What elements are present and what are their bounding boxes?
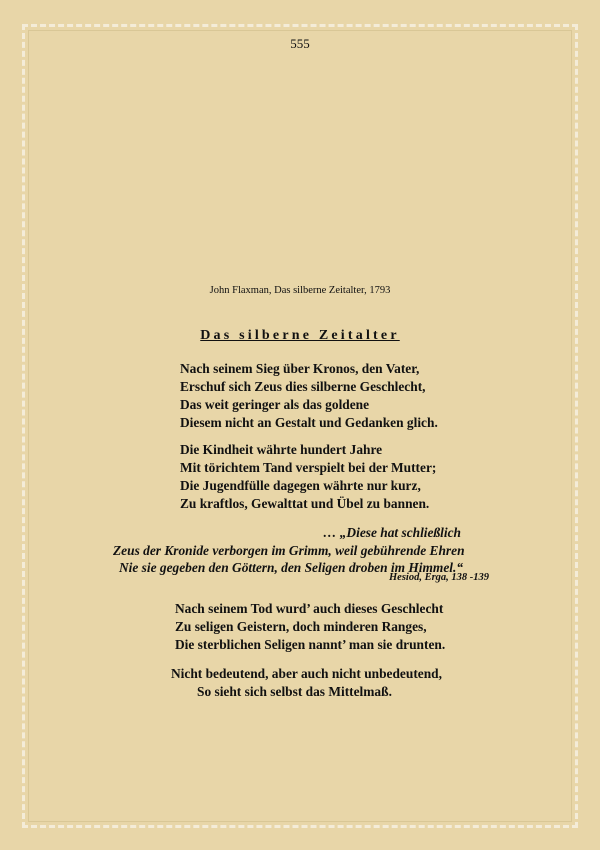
stanza-4 — [171, 665, 442, 701]
quote-source: Hesiod, Erga, 138 -139 — [389, 572, 490, 583]
verse-line: Die sterblichen Seligen nannt’ man sie drunten. — [175, 637, 446, 652]
verse-line: Nicht bedeutend, aber auch nicht unbedeutend, — [171, 666, 442, 681]
quote-line: … „Diese hat schließlich — [323, 525, 461, 540]
verse-line: Die Kindheit währte hundert Jahre — [180, 442, 383, 457]
quote-line: Nie sie gegeben den Göttern, den Seligen droben im Himmel.“ — [119, 560, 464, 575]
verse-line: Die Jugendfülle dagegen währte nur kurz, — [180, 478, 421, 493]
verse-line: Mit törichtem Tand verspielt bei der Mutter; — [180, 460, 437, 475]
verse-line: Diesem nicht an Gestalt und Gedanken glich. — [180, 415, 438, 430]
page-number: 555 — [290, 36, 310, 51]
verse-line: Zu seligen Geistern, doch minderen Ranges, — [175, 619, 427, 634]
stanza-1 — [180, 360, 438, 432]
verse-line: Das weit geringer als das goldene — [180, 397, 370, 412]
stanza-3 — [175, 600, 445, 654]
quote-line: Zeus der Kronide verborgen im Grimm, weil gebührende Ehren — [113, 542, 465, 558]
poem-title: Das silberne Zeitalter — [200, 328, 400, 343]
verse-line: Nach seinem Tod wurd’ auch dieses Geschlecht — [175, 601, 444, 616]
verse-line: Nach seinem Sieg über Kronos, den Vater, — [180, 361, 420, 376]
stanza-2 — [180, 441, 436, 513]
verse-line: So sieht sich selbst das Mittelmaß. — [197, 684, 392, 699]
image-caption: John Flaxman, Das silberne Zeitalter, 1793 — [209, 285, 391, 296]
verse-line: Zu kraftlos, Gewalttat und Übel zu bannen. — [180, 496, 430, 511]
verse-line: Erschuf sich Zeus dies silberne Geschlecht, — [180, 379, 426, 394]
